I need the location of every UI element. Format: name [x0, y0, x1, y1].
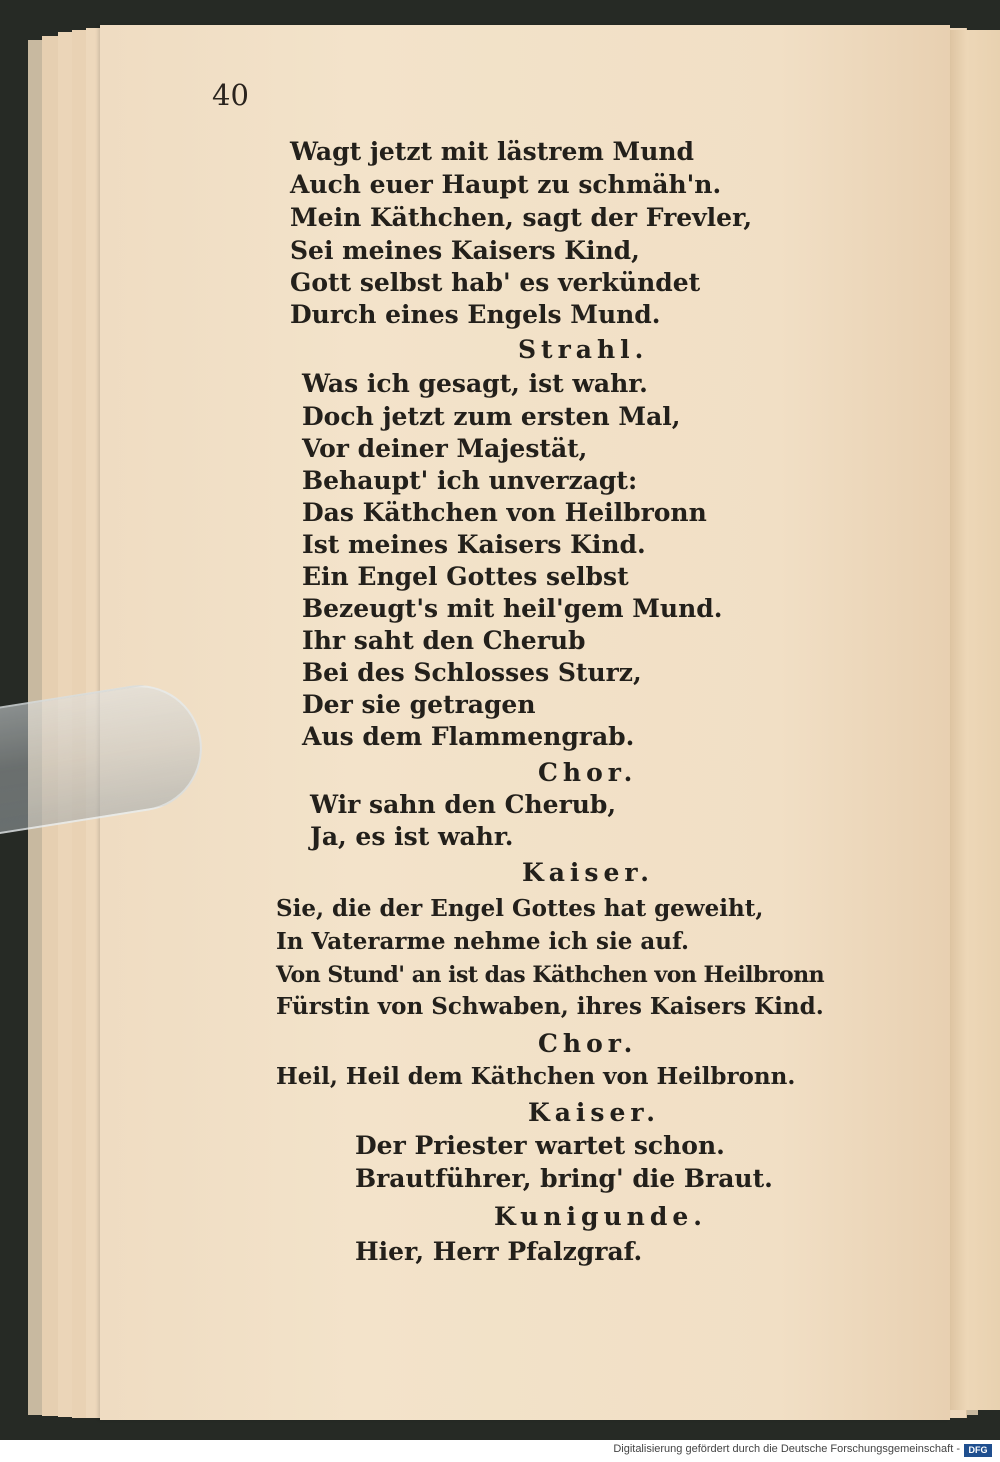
verse-line: Behaupt' ich unverzagt: [302, 466, 638, 495]
verse-line: Der sie getragen [302, 690, 536, 719]
verse-line: Sie, die der Engel Gottes hat geweiht, [276, 895, 764, 922]
verse-line: In Vaterarme nehme ich sie auf. [276, 928, 690, 955]
verse-line: Vor deiner Majestät, [302, 434, 588, 463]
dfg-logo-icon: DFG [964, 1444, 992, 1457]
verse-line: Mein Käthchen, sagt der Frevler, [290, 203, 753, 232]
speaker-name: Strahl. [518, 335, 649, 364]
verse-line: Ist meines Kaisers Kind. [302, 530, 646, 559]
verse-line: Heil, Heil dem Käthchen von Heilbronn. [276, 1063, 796, 1090]
verse-line: Doch jetzt zum ersten Mal, [302, 402, 681, 431]
verse-line: Sei meines Kaisers Kind, [290, 236, 640, 265]
credit-text: Digitalisierung gefördert durch die Deutsche Forschungsgemeinschaft - [613, 1443, 960, 1455]
credit-footer [0, 1440, 1000, 1462]
verse-line: Wir sahn den Cherub, [310, 790, 617, 819]
verse-line: Fürstin von Schwaben, ihres Kaisers Kind. [276, 993, 824, 1020]
verse-line: Gott selbst hab' es verkündet [290, 268, 701, 297]
speaker-name: Chor. [538, 1029, 638, 1058]
verse-line: Das Käthchen von Heilbronn [302, 498, 707, 527]
verse-line: Hier, Herr Pfalzgraf. [355, 1237, 643, 1266]
verse-line: Bei des Schlosses Sturz, [302, 658, 642, 687]
verse-line: Auch euer Haupt zu schmäh'n. [290, 170, 722, 199]
speaker-name: Kunigunde. [494, 1202, 707, 1231]
verse-line: Durch eines Engels Mund. [290, 300, 661, 329]
verse-line: Ja, es ist wahr. [310, 822, 514, 851]
page-number: 40 [212, 78, 249, 112]
verse-line: Ein Engel Gottes selbst [302, 562, 629, 591]
verse-line: Ihr saht den Cherub [302, 626, 586, 655]
speaker-name: Kaiser. [522, 858, 654, 887]
verse-line: Wagt jetzt mit lästrem Mund [290, 137, 695, 166]
verse-line: Bezeugt's mit heil'gem Mund. [302, 594, 723, 623]
speaker-name: Chor. [538, 758, 638, 787]
speaker-name: Kaiser. [528, 1098, 660, 1127]
facing-page-edge [945, 30, 1000, 1410]
verse-line: Von Stund' an ist das Käthchen von Heilbronn [276, 962, 825, 988]
verse-line: Aus dem Flammengrab. [302, 722, 635, 751]
verse-line: Der Priester wartet schon. [355, 1131, 725, 1160]
verse-line: Was ich gesagt, ist wahr. [302, 369, 648, 398]
verse-line: Brautführer, bring' die Braut. [355, 1164, 773, 1193]
